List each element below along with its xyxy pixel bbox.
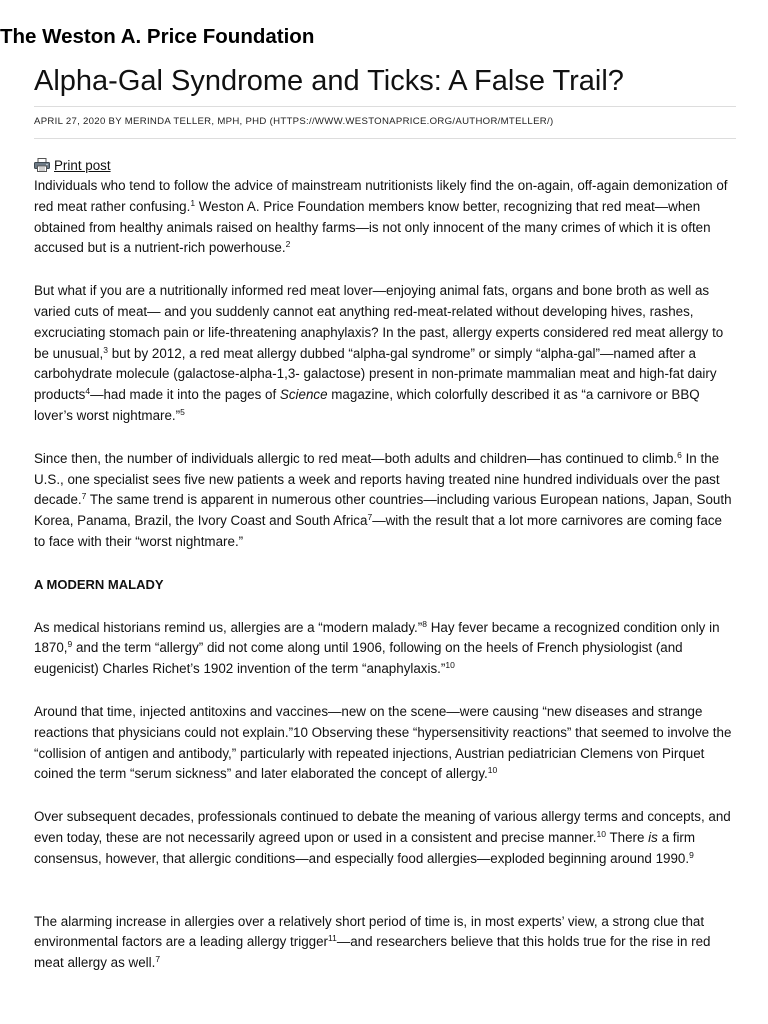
- footnote-ref: 6: [677, 449, 682, 460]
- article-meta: APRIL 27, 2020 BY MERINDA TELLER, MPH, PHD (HTTPS://WWW.WESTONAPRICE.ORG/AUTHOR/MTELLER/): [34, 107, 736, 139]
- article: [34, 62, 736, 996]
- paragraph-1: Individuals who tend to follow the advice of mainstream nutritionists likely find the on-again, off-again demonization of red meat rather confusing.$^1$ Weston A. Price Foundation members know better, recognizing that red meat—when obtained from healthy animals raised on healthy farms—is not only innocent of the many crimes of which it is often accused but is a nutrient-rich powerhouse.$^2$: [34, 178, 728, 256]
- footnote-ref: 7: [81, 491, 87, 502]
- print-post-link[interactable]: [34, 155, 111, 176]
- paragraph-5: Around that time, injected antitoxins and vaccines—new on the scene—were causing “new diseases and strange reactions that physicians could not explain.”10 Observing these “hypersensitivity reactions” that seemed to involve the “collision of antigen and antibody,” particularly with repeated injections, Austrian pediatrician Clemens von Pirquet coined the term “serum sickness” and later elaborated the concept of allergy.$^{10}$: [34, 703, 732, 782]
- paragraph-4: As medical historians remind us, allergies are a “modern malady.”$^8$ Hay fever became a recognized condition only in 1870,$^9$ and the term “allergy” did not come along until 1906, following on the heels of French physiologist (and eugenicist) Charles Richet’s 1902 invention of the term “anaphylaxis.”$^{10}$: [34, 618, 720, 677]
- emphasis-science: Science: [279, 387, 328, 403]
- paragraph-7: The alarming increase in allergies over a relatively short period of time is, in most experts’ view, a strong clue that environmental factors are a leading allergy trigger$^{11}$—and researchers believe that this holds true for the rise in red meat allergy as well.$^7$: [34, 913, 711, 971]
- section-heading: A MODERN MALADY: [34, 576, 164, 592]
- print-post-label: Print post: [54, 158, 111, 173]
- footnote-ref: 7: [367, 512, 373, 523]
- article-title: Alpha-Gal Syndrome and Ticks: A False Trail?: [34, 62, 736, 107]
- footnote-ref: 5: [180, 406, 185, 417]
- footnote-ref: 9: [67, 639, 73, 650]
- footnote-ref: 9: [689, 849, 694, 860]
- paragraph-3: Since then, the number of individuals allergic to red meat—both adults and children—has continued to climb.$^6$ In the U.S., one specialist sees five new patients a week and reports having treated nine hundred individuals over the past decade.$^7$ The same trend is apparent in numerous other countries—including various European nations, Japan, South Korea, Panama, Brazil, the Ivory Coast and South Africa$^7$—with the result that a lot more carnivores are coming face to face with their “worst nightmare.”: [34, 449, 732, 549]
- paragraph-6: Over subsequent decades, professionals continued to debate the meaning of various allergy terms and concepts, and even today, these are not necessarily agreed upon or used in a consistent and precise manner.$^{10}$ There is a firm consensus, however, that allergic conditions—and especially food allergies—exploded beginning around 1990.$^9$: [34, 809, 731, 866]
- footnote-ref: 8: [422, 618, 427, 629]
- print-post-row: [34, 139, 736, 176]
- footnote-ref: 3: [103, 344, 108, 355]
- footnote-ref: 4: [85, 386, 91, 397]
- printer-icon: [34, 158, 50, 172]
- footnote-ref: 2: [285, 239, 291, 250]
- emphasis-is: is: [648, 829, 658, 845]
- footnote-ref: 1: [190, 197, 196, 208]
- footnote-ref: 10: [445, 660, 455, 671]
- footnote-ref: 10: [487, 765, 498, 776]
- footnote-ref: 10: [596, 828, 606, 839]
- footnote-ref: 7: [155, 954, 161, 965]
- footnote-ref: 11: [328, 933, 337, 944]
- paragraph-2: But what if you are a nutritionally informed red meat lover—enjoying animal fats, organs and bone broth as well as varied cuts of meat— and you suddenly cannot eat anything red-meat-related without developing hives, rashes, excruciating stomach pain or life-threatening anaphylaxis? In the past, allergy experts considered red meat allergy to be unusual,$^3$ but by 2012, a red meat allergy dubbed “alpha-gal syndrome” or simply “alpha-gal”—named after a carbohydrate molecule (galactose-alpha-1,3- galactose) present in non-primate mammalian meat and high-fat dairy products$^4$—had made it into the pages of Science magazine, which colorfully described it as “a carnivore or BBQ lover’s worst nightmare.”$^5$: [34, 283, 724, 423]
- site-title[interactable]: The Weston A. Price Foundation: [0, 25, 315, 48]
